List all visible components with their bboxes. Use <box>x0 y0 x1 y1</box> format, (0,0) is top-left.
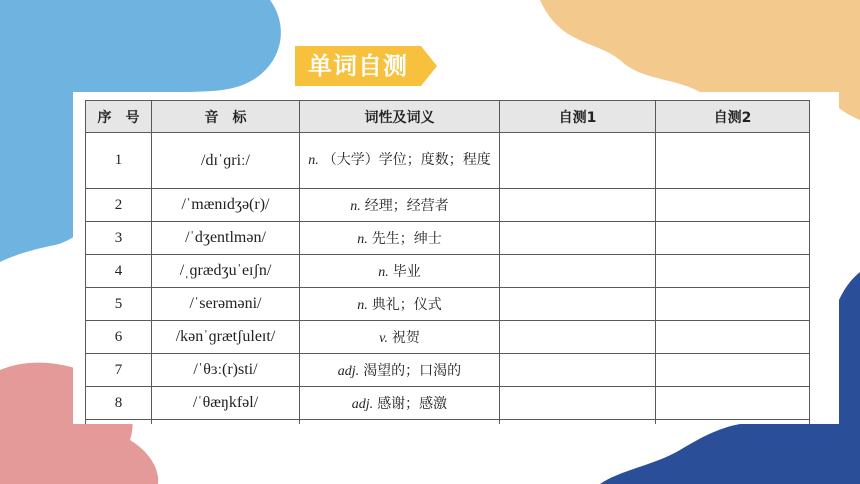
row-self-test-2[interactable] <box>656 354 810 387</box>
row-part-of-speech: n. <box>378 265 389 280</box>
header-meaning: 词性及词义 <box>300 101 500 133</box>
header-phonetic: 音 标 <box>152 101 300 133</box>
row-self-test-2[interactable] <box>656 222 810 255</box>
row-phonetic: /dɪˈɡriː/ <box>152 133 300 189</box>
row-number: 5 <box>86 288 152 321</box>
row-part-of-speech: n. <box>308 152 319 168</box>
row-part-of-speech: adj. <box>337 364 360 379</box>
row-number <box>86 420 152 425</box>
row-meaning-cell <box>300 189 500 222</box>
row-meaning: 经理；经营者 <box>364 199 449 214</box>
row-meaning: 渴望的；口渴的 <box>363 364 462 379</box>
row-self-test-2[interactable] <box>656 321 810 354</box>
row-self-test-1[interactable] <box>500 321 656 354</box>
row-phonetic: /ˈdʒentlmən/ <box>152 222 300 255</box>
row-meaning: （大学）学位；度数；程度 <box>322 152 491 168</box>
row-self-test-1[interactable] <box>500 354 656 387</box>
table-header-row <box>86 101 810 133</box>
row-self-test-2[interactable] <box>656 255 810 288</box>
row-meaning-cell <box>300 133 500 189</box>
row-phonetic: /ˌɡrædʒuˈeɪʃn/ <box>152 255 300 288</box>
row-meaning: 祝贺 <box>391 331 420 346</box>
row-self-test-1[interactable] <box>500 133 656 189</box>
row-meaning-cell <box>300 288 500 321</box>
row-number: 1 <box>86 133 152 189</box>
row-self-test-1[interactable] <box>500 387 656 420</box>
row-phonetic <box>152 420 300 425</box>
row-meaning-cell <box>300 354 500 387</box>
row-self-test-1[interactable] <box>500 255 656 288</box>
table-row <box>86 288 810 321</box>
row-part-of-speech: n. <box>350 199 361 214</box>
row-self-test-1[interactable] <box>500 420 656 425</box>
table-row <box>86 387 810 420</box>
row-self-test-1[interactable] <box>500 189 656 222</box>
header-self-test-1: 自测1 <box>500 101 656 133</box>
row-meaning-cell <box>300 420 500 425</box>
table-row <box>86 321 810 354</box>
vocabulary-table-card <box>73 92 839 424</box>
row-self-test-2[interactable] <box>656 387 810 420</box>
row-meaning-cell <box>300 255 500 288</box>
row-self-test-2[interactable] <box>656 133 810 189</box>
row-meaning: 感谢；感激 <box>377 397 448 412</box>
row-number: 6 <box>86 321 152 354</box>
row-meaning-cell <box>300 222 500 255</box>
row-meaning: 先生；绅士 <box>371 232 442 247</box>
row-phonetic: /kənˈɡrætʃuleɪt/ <box>152 321 300 354</box>
header-number: 序 号 <box>86 101 152 133</box>
row-number: 2 <box>86 189 152 222</box>
row-meaning-cell <box>300 321 500 354</box>
header-self-test-2: 自测2 <box>656 101 810 133</box>
table-row-partial <box>86 420 810 425</box>
row-self-test-1[interactable] <box>500 222 656 255</box>
row-phonetic: /ˈθɜː(r)sti/ <box>152 354 300 387</box>
table-row <box>86 222 810 255</box>
row-number: 3 <box>86 222 152 255</box>
section-title: 单词自测 <box>308 52 408 80</box>
row-number: 4 <box>86 255 152 288</box>
row-number: 7 <box>86 354 152 387</box>
row-self-test-1[interactable] <box>500 288 656 321</box>
row-meaning: 典礼；仪式 <box>371 298 442 313</box>
table-row <box>86 255 810 288</box>
row-phonetic: /ˈmænɪdʒə(r)/ <box>152 189 300 222</box>
row-part-of-speech: adj. <box>351 397 374 412</box>
table-row <box>86 189 810 222</box>
table-row <box>86 354 810 387</box>
section-title-tag <box>295 46 437 86</box>
row-self-test-2[interactable] <box>656 420 810 425</box>
vocabulary-table <box>85 100 810 424</box>
table-row <box>86 133 810 189</box>
row-part-of-speech: n. <box>357 232 368 247</box>
row-part-of-speech: v. <box>379 331 388 346</box>
row-meaning-cell <box>300 387 500 420</box>
row-phonetic: /ˈθæŋkfəl/ <box>152 387 300 420</box>
row-meaning: 毕业 <box>392 265 421 280</box>
row-self-test-2[interactable] <box>656 189 810 222</box>
row-phonetic: /ˈserəməni/ <box>152 288 300 321</box>
row-part-of-speech: n. <box>357 298 368 313</box>
row-self-test-2[interactable] <box>656 288 810 321</box>
row-number: 8 <box>86 387 152 420</box>
